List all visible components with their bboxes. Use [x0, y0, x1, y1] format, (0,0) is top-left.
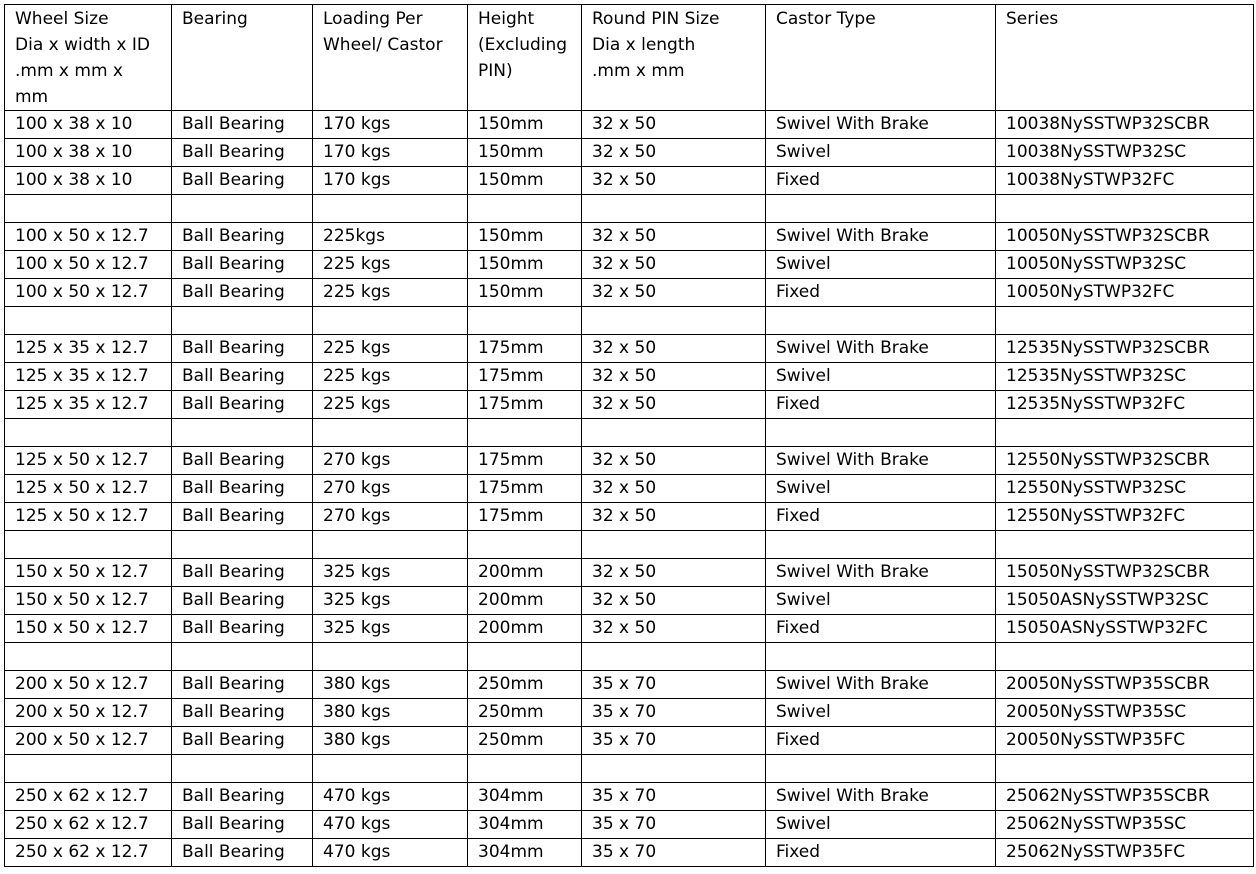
castor-spec-table	[4, 4, 1254, 867]
table-row	[5, 111, 1254, 139]
cell-series: 10050NySSTWP32SCBR	[996, 223, 1254, 251]
cell-height	[468, 195, 582, 223]
cell-series	[996, 755, 1254, 783]
cell-loading: 470 kgs	[313, 839, 468, 867]
cell-height: 150mm	[468, 251, 582, 279]
cell-pin-size: 32 x 50	[582, 139, 766, 167]
cell-loading: 270 kgs	[313, 475, 468, 503]
cell-castor-type	[766, 307, 996, 335]
table-row	[5, 279, 1254, 307]
cell-loading	[313, 195, 468, 223]
cell-series: 10038NySSTWP32SC	[996, 139, 1254, 167]
cell-loading: 380 kgs	[313, 671, 468, 699]
spacer-row	[5, 195, 1254, 223]
table-row	[5, 727, 1254, 755]
cell-series: 10038NySSTWP32SCBR	[996, 111, 1254, 139]
cell-castor-type	[766, 643, 996, 671]
cell-castor-type: Fixed	[766, 391, 996, 419]
cell-bearing: Ball Bearing	[172, 279, 313, 307]
cell-wheel-size: 250 x 62 x 12.7	[5, 811, 172, 839]
cell-castor-type: Fixed	[766, 167, 996, 195]
cell-bearing: Ball Bearing	[172, 587, 313, 615]
cell-wheel-size: 250 x 62 x 12.7	[5, 839, 172, 867]
cell-wheel-size: 200 x 50 x 12.7	[5, 727, 172, 755]
col-header-height: Height (Excluding PIN)	[468, 5, 582, 111]
cell-series: 10050NySTWP32FC	[996, 279, 1254, 307]
cell-wheel-size: 100 x 38 x 10	[5, 139, 172, 167]
cell-castor-type: Swivel	[766, 139, 996, 167]
cell-pin-size	[582, 307, 766, 335]
cell-wheel-size: 125 x 35 x 12.7	[5, 391, 172, 419]
cell-wheel-size: 125 x 35 x 12.7	[5, 363, 172, 391]
cell-castor-type: Swivel With Brake	[766, 335, 996, 363]
cell-bearing: Ball Bearing	[172, 783, 313, 811]
cell-pin-size	[582, 531, 766, 559]
col-header-castor-type: Castor Type	[766, 5, 996, 111]
cell-loading: 225 kgs	[313, 335, 468, 363]
table-row	[5, 699, 1254, 727]
cell-wheel-size: 200 x 50 x 12.7	[5, 699, 172, 727]
cell-castor-type: Fixed	[766, 503, 996, 531]
cell-bearing: Ball Bearing	[172, 475, 313, 503]
cell-pin-size	[582, 419, 766, 447]
cell-pin-size: 35 x 70	[582, 783, 766, 811]
cell-loading: 225 kgs	[313, 251, 468, 279]
cell-loading: 270 kgs	[313, 503, 468, 531]
cell-wheel-size: 100 x 38 x 10	[5, 111, 172, 139]
cell-series: 15050ASNySSTWP32SC	[996, 587, 1254, 615]
cell-wheel-size: 125 x 50 x 12.7	[5, 447, 172, 475]
cell-wheel-size: 150 x 50 x 12.7	[5, 615, 172, 643]
table-row	[5, 671, 1254, 699]
table-row	[5, 251, 1254, 279]
cell-wheel-size: 200 x 50 x 12.7	[5, 671, 172, 699]
spacer-row	[5, 755, 1254, 783]
cell-series	[996, 307, 1254, 335]
cell-wheel-size: 125 x 35 x 12.7	[5, 335, 172, 363]
cell-bearing	[172, 419, 313, 447]
cell-height: 250mm	[468, 671, 582, 699]
cell-height: 304mm	[468, 811, 582, 839]
cell-loading: 225kgs	[313, 223, 468, 251]
cell-bearing: Ball Bearing	[172, 699, 313, 727]
cell-series	[996, 643, 1254, 671]
cell-wheel-size: 125 x 50 x 12.7	[5, 475, 172, 503]
cell-pin-size: 35 x 70	[582, 671, 766, 699]
cell-bearing: Ball Bearing	[172, 727, 313, 755]
cell-castor-type: Fixed	[766, 839, 996, 867]
cell-castor-type: Fixed	[766, 279, 996, 307]
cell-loading: 470 kgs	[313, 811, 468, 839]
cell-castor-type: Swivel With Brake	[766, 783, 996, 811]
cell-pin-size: 32 x 50	[582, 447, 766, 475]
cell-pin-size: 32 x 50	[582, 335, 766, 363]
table-row	[5, 335, 1254, 363]
cell-castor-type	[766, 195, 996, 223]
cell-height: 200mm	[468, 615, 582, 643]
cell-loading	[313, 531, 468, 559]
cell-height: 175mm	[468, 363, 582, 391]
col-header-pin-size: Round PIN Size Dia x length .mm x mm	[582, 5, 766, 111]
cell-series: 12535NySSTWP32FC	[996, 391, 1254, 419]
cell-castor-type	[766, 531, 996, 559]
cell-height	[468, 531, 582, 559]
cell-height: 150mm	[468, 223, 582, 251]
cell-pin-size: 32 x 50	[582, 391, 766, 419]
cell-loading: 225 kgs	[313, 363, 468, 391]
cell-castor-type: Swivel With Brake	[766, 223, 996, 251]
cell-pin-size: 32 x 50	[582, 279, 766, 307]
cell-bearing: Ball Bearing	[172, 363, 313, 391]
cell-wheel-size: 100 x 50 x 12.7	[5, 251, 172, 279]
cell-castor-type: Swivel With Brake	[766, 559, 996, 587]
cell-height: 175mm	[468, 391, 582, 419]
cell-series: 25062NySSTWP35SCBR	[996, 783, 1254, 811]
cell-series	[996, 195, 1254, 223]
cell-loading	[313, 307, 468, 335]
col-header-wheel-size: Wheel Size Dia x width x ID .mm x mm x mm	[5, 5, 172, 111]
cell-bearing	[172, 531, 313, 559]
cell-bearing: Ball Bearing	[172, 251, 313, 279]
cell-wheel-size: 150 x 50 x 12.7	[5, 587, 172, 615]
cell-height: 200mm	[468, 587, 582, 615]
cell-pin-size: 35 x 70	[582, 727, 766, 755]
cell-pin-size: 32 x 50	[582, 503, 766, 531]
table-row	[5, 223, 1254, 251]
cell-series: 25062NySSTWP35SC	[996, 811, 1254, 839]
cell-height: 150mm	[468, 167, 582, 195]
cell-series: 15050NySSTWP32SCBR	[996, 559, 1254, 587]
cell-wheel-size	[5, 755, 172, 783]
cell-castor-type: Fixed	[766, 615, 996, 643]
table-row	[5, 139, 1254, 167]
cell-castor-type	[766, 419, 996, 447]
cell-series: 12535NySSTWP32SCBR	[996, 335, 1254, 363]
cell-pin-size: 35 x 70	[582, 699, 766, 727]
cell-height: 150mm	[468, 139, 582, 167]
cell-wheel-size: 125 x 50 x 12.7	[5, 503, 172, 531]
cell-height: 175mm	[468, 335, 582, 363]
cell-height: 304mm	[468, 839, 582, 867]
cell-bearing	[172, 307, 313, 335]
cell-bearing	[172, 643, 313, 671]
cell-series	[996, 419, 1254, 447]
spacer-row	[5, 643, 1254, 671]
cell-pin-size: 35 x 70	[582, 839, 766, 867]
cell-pin-size: 32 x 50	[582, 251, 766, 279]
cell-series: 12550NySSTWP32SCBR	[996, 447, 1254, 475]
cell-series: 10038NySTWP32FC	[996, 167, 1254, 195]
cell-bearing	[172, 755, 313, 783]
cell-loading: 225 kgs	[313, 391, 468, 419]
cell-pin-size: 35 x 70	[582, 811, 766, 839]
cell-loading: 380 kgs	[313, 727, 468, 755]
cell-bearing: Ball Bearing	[172, 811, 313, 839]
cell-castor-type: Fixed	[766, 727, 996, 755]
cell-loading	[313, 419, 468, 447]
cell-castor-type: Swivel	[766, 251, 996, 279]
cell-wheel-size	[5, 643, 172, 671]
cell-height: 150mm	[468, 279, 582, 307]
cell-wheel-size	[5, 419, 172, 447]
cell-bearing: Ball Bearing	[172, 671, 313, 699]
cell-height	[468, 419, 582, 447]
spacer-row	[5, 419, 1254, 447]
cell-pin-size: 32 x 50	[582, 615, 766, 643]
cell-pin-size: 32 x 50	[582, 223, 766, 251]
table-body	[5, 111, 1254, 867]
cell-castor-type	[766, 755, 996, 783]
cell-bearing	[172, 195, 313, 223]
col-header-loading: Loading Per Wheel/ Castor	[313, 5, 468, 111]
table-row	[5, 391, 1254, 419]
cell-wheel-size	[5, 195, 172, 223]
cell-castor-type: Swivel	[766, 811, 996, 839]
cell-height: 175mm	[468, 475, 582, 503]
cell-loading: 325 kgs	[313, 559, 468, 587]
cell-height	[468, 643, 582, 671]
cell-loading: 325 kgs	[313, 587, 468, 615]
spacer-row	[5, 307, 1254, 335]
cell-castor-type: Swivel With Brake	[766, 671, 996, 699]
cell-bearing: Ball Bearing	[172, 559, 313, 587]
cell-pin-size: 32 x 50	[582, 475, 766, 503]
cell-wheel-size	[5, 307, 172, 335]
cell-loading: 380 kgs	[313, 699, 468, 727]
cell-loading: 170 kgs	[313, 111, 468, 139]
cell-bearing: Ball Bearing	[172, 167, 313, 195]
cell-pin-size	[582, 195, 766, 223]
cell-height: 150mm	[468, 111, 582, 139]
cell-height	[468, 307, 582, 335]
cell-height: 304mm	[468, 783, 582, 811]
cell-pin-size	[582, 755, 766, 783]
cell-castor-type: Swivel With Brake	[766, 447, 996, 475]
cell-wheel-size: 100 x 38 x 10	[5, 167, 172, 195]
table-row	[5, 503, 1254, 531]
cell-bearing: Ball Bearing	[172, 111, 313, 139]
cell-height: 175mm	[468, 447, 582, 475]
cell-loading: 470 kgs	[313, 783, 468, 811]
cell-wheel-size: 100 x 50 x 12.7	[5, 279, 172, 307]
col-header-bearing: Bearing	[172, 5, 313, 111]
table-row	[5, 615, 1254, 643]
cell-height: 200mm	[468, 559, 582, 587]
spacer-row	[5, 531, 1254, 559]
table-row	[5, 559, 1254, 587]
cell-series: 12535NySSTWP32SC	[996, 363, 1254, 391]
cell-loading: 225 kgs	[313, 279, 468, 307]
cell-pin-size: 32 x 50	[582, 363, 766, 391]
cell-pin-size: 32 x 50	[582, 111, 766, 139]
cell-series: 10050NySSTWP32SC	[996, 251, 1254, 279]
table-row	[5, 447, 1254, 475]
cell-castor-type: Swivel	[766, 475, 996, 503]
cell-pin-size: 32 x 50	[582, 559, 766, 587]
cell-bearing: Ball Bearing	[172, 335, 313, 363]
cell-bearing: Ball Bearing	[172, 615, 313, 643]
col-header-series: Series	[996, 5, 1254, 111]
cell-castor-type: Swivel	[766, 587, 996, 615]
cell-height	[468, 755, 582, 783]
cell-loading: 270 kgs	[313, 447, 468, 475]
table-row	[5, 475, 1254, 503]
cell-series: 12550NySSTWP32SC	[996, 475, 1254, 503]
cell-bearing: Ball Bearing	[172, 503, 313, 531]
cell-loading: 170 kgs	[313, 139, 468, 167]
cell-castor-type: Swivel	[766, 363, 996, 391]
cell-loading: 170 kgs	[313, 167, 468, 195]
cell-series: 12550NySSTWP32FC	[996, 503, 1254, 531]
table-row	[5, 783, 1254, 811]
cell-series: 20050NySSTWP35SCBR	[996, 671, 1254, 699]
cell-wheel-size	[5, 531, 172, 559]
cell-pin-size	[582, 643, 766, 671]
header-row	[5, 5, 1254, 111]
cell-pin-size: 32 x 50	[582, 587, 766, 615]
table-row	[5, 167, 1254, 195]
cell-wheel-size: 150 x 50 x 12.7	[5, 559, 172, 587]
cell-series: 25062NySSTWP35FC	[996, 839, 1254, 867]
table-row	[5, 839, 1254, 867]
cell-bearing: Ball Bearing	[172, 139, 313, 167]
cell-series	[996, 531, 1254, 559]
cell-height: 250mm	[468, 699, 582, 727]
cell-loading	[313, 643, 468, 671]
cell-bearing: Ball Bearing	[172, 447, 313, 475]
cell-bearing: Ball Bearing	[172, 839, 313, 867]
cell-bearing: Ball Bearing	[172, 391, 313, 419]
cell-wheel-size: 250 x 62 x 12.7	[5, 783, 172, 811]
cell-series: 20050NySSTWP35SC	[996, 699, 1254, 727]
cell-height: 175mm	[468, 503, 582, 531]
table-row	[5, 811, 1254, 839]
cell-height: 250mm	[468, 727, 582, 755]
cell-loading	[313, 755, 468, 783]
cell-pin-size: 32 x 50	[582, 167, 766, 195]
table-row	[5, 363, 1254, 391]
table-row	[5, 587, 1254, 615]
cell-bearing: Ball Bearing	[172, 223, 313, 251]
cell-series: 20050NySSTWP35FC	[996, 727, 1254, 755]
cell-loading: 325 kgs	[313, 615, 468, 643]
cell-castor-type: Swivel	[766, 699, 996, 727]
cell-castor-type: Swivel With Brake	[766, 111, 996, 139]
cell-series: 15050ASNySSTWP32FC	[996, 615, 1254, 643]
cell-wheel-size: 100 x 50 x 12.7	[5, 223, 172, 251]
